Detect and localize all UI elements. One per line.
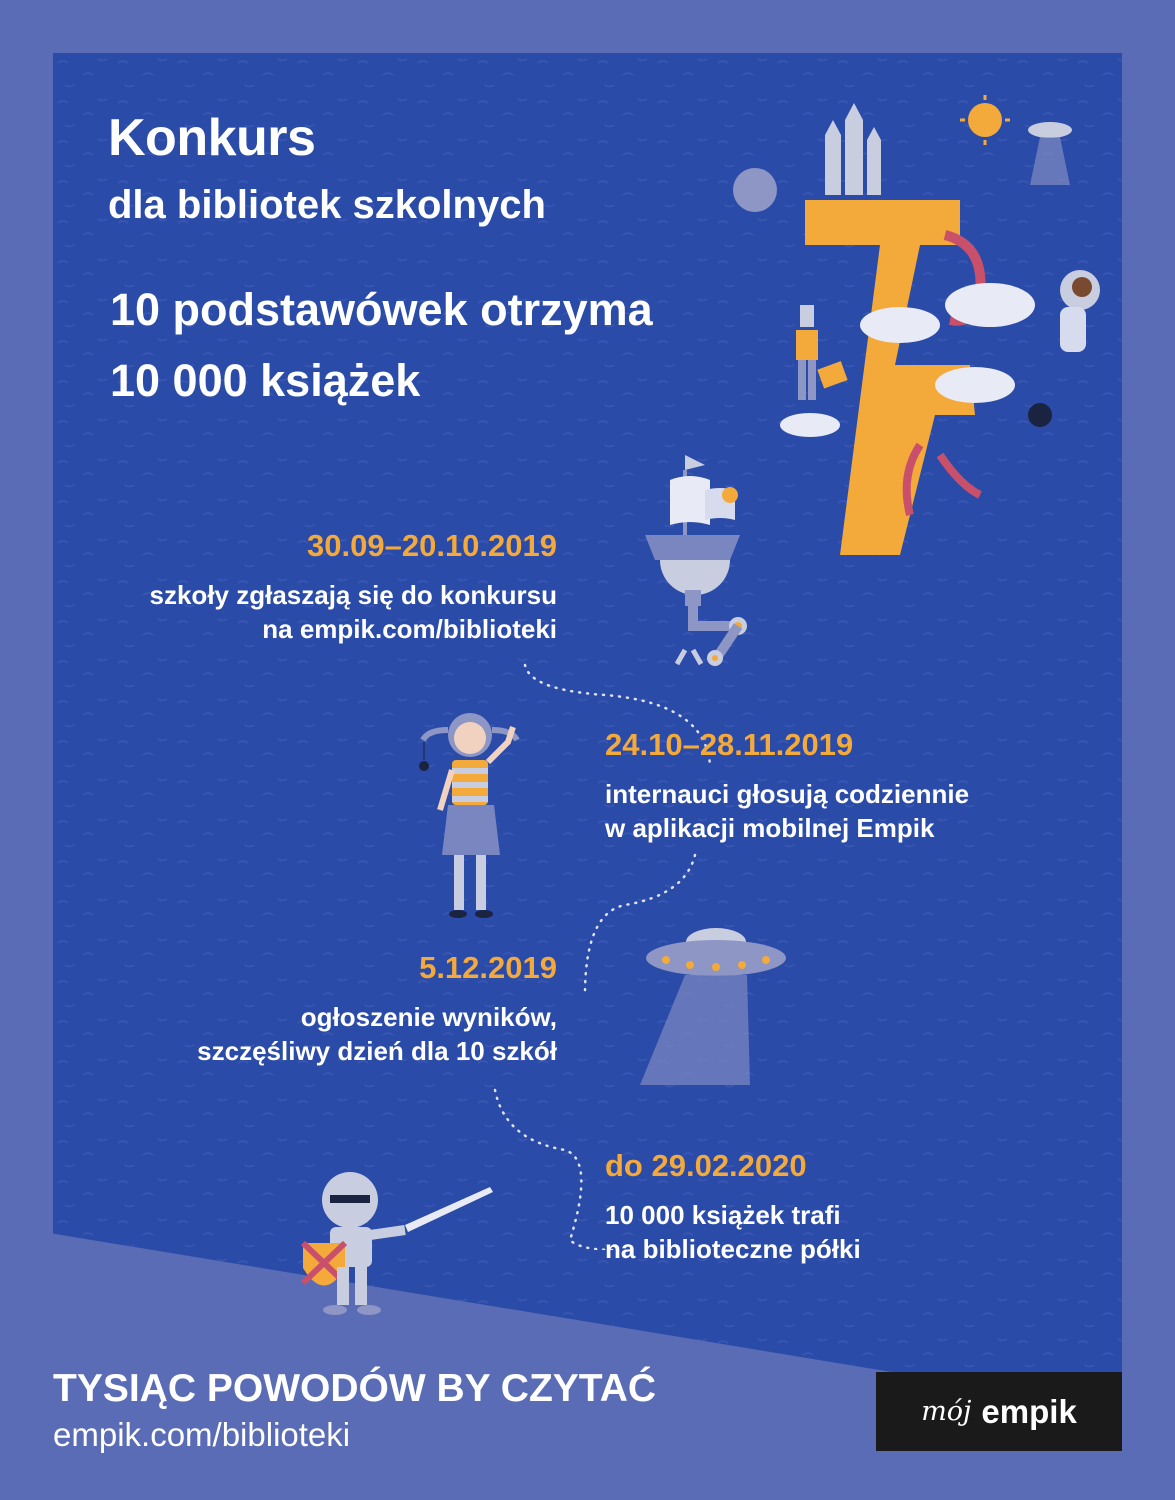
- step-2-line-1: internauci głosują codziennie: [605, 779, 970, 809]
- moj-empik-logo[interactable]: [876, 1372, 1122, 1451]
- logo-empik-text: empik: [981, 1392, 1077, 1430]
- timeline-step-3: [197, 950, 557, 1068]
- step-3-line-2: szczęśliwy dzień dla 10 szkół: [197, 1036, 557, 1066]
- knight-icon: [295, 1165, 500, 1325]
- step-3-date: 5.12.2019: [419, 950, 557, 985]
- step-4-date: do 29.02.2020: [605, 1148, 807, 1183]
- seven-illustration-icon: [720, 95, 1120, 565]
- timeline-step-2: [605, 727, 969, 845]
- footer-slogan: TYSIĄC POWODÓW BY CZYTAĆ: [53, 1367, 657, 1410]
- ship-robot-arm-icon: [625, 450, 760, 675]
- headline-line-1: 10 podstawówek otrzyma: [110, 284, 653, 335]
- footer-url[interactable]: empik.com/biblioteki: [53, 1416, 351, 1453]
- logo-moj-text: mój: [921, 1396, 972, 1427]
- step-1-line-2: na empik.com/biblioteki: [262, 614, 557, 644]
- page-subtitle: dla bibliotek szkolnych: [108, 183, 546, 227]
- step-4-line-1: 10 000 książek trafi: [605, 1200, 841, 1230]
- timeline-step-4: [605, 1148, 861, 1266]
- step-2-line-2: w aplikacji mobilnej Empik: [605, 813, 935, 843]
- headline-line-2: 10 000 książek: [110, 355, 421, 406]
- step-1-date: 30.09–20.10.2019: [307, 528, 557, 563]
- step-3-line-1: ogłoszenie wyników,: [300, 1002, 557, 1032]
- page-title: Konkurs: [108, 109, 316, 167]
- step-1-line-1: szkoły zgłaszają się do konkursu: [149, 580, 557, 610]
- step-4-line-2: na biblioteczne półki: [605, 1234, 861, 1264]
- timeline-step-1: [150, 528, 557, 646]
- step-2-date: 24.10–28.11.2019: [605, 727, 854, 762]
